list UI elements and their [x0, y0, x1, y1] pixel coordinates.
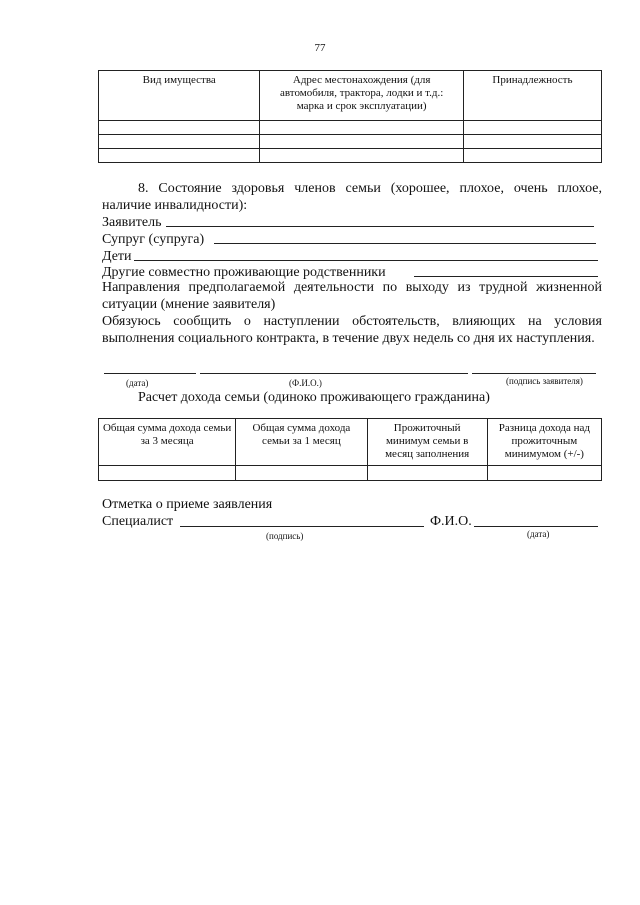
column-header: Прожиточный минимум семьи в месяц заполнения	[367, 419, 487, 466]
applicant-signature-caption: (подпись заявителя)	[506, 376, 583, 386]
column-header: Адрес местонахождения (для автомобиля, трактора, лодки и т.д.: марка и срок эксплуатации)	[260, 71, 463, 121]
date-field[interactable]	[104, 373, 196, 374]
table-row	[99, 135, 602, 149]
table-cell[interactable]	[99, 149, 260, 163]
applicant-label: Заявитель	[102, 215, 162, 230]
table-cell[interactable]	[260, 135, 463, 149]
other-relatives-label: Другие совместно проживающие родственники	[102, 265, 386, 280]
table-row	[99, 149, 602, 163]
name-caption: (Ф.И.О.)	[289, 378, 322, 388]
table-cell[interactable]	[463, 121, 601, 135]
specialist-signature-caption: (подпись)	[266, 531, 304, 541]
receipt-title: Отметка о приеме заявления	[102, 497, 273, 512]
income-title: Расчет дохода семьи (одиноко проживающего гражданина)	[138, 390, 490, 405]
table-cell[interactable]	[99, 466, 236, 481]
receipt-date-caption: (дата)	[527, 529, 550, 539]
page-number: 77	[314, 42, 326, 54]
column-header: Принадлежность	[463, 71, 601, 121]
applicant-health-field[interactable]	[166, 226, 594, 227]
specialist-label: Специалист	[102, 514, 174, 529]
applicant-signature-field[interactable]	[472, 373, 596, 374]
property-table	[98, 70, 602, 163]
table-cell[interactable]	[463, 149, 601, 163]
receipt-date-field[interactable]	[474, 526, 598, 527]
table-cell[interactable]	[260, 121, 463, 135]
column-header: Общая сумма дохода семьи за 1 месяц	[236, 419, 367, 466]
spouse-health-field[interactable]	[214, 243, 596, 244]
column-header: Разница дохода над прожиточным минимумом (+/-)	[487, 419, 601, 466]
table-cell[interactable]	[487, 466, 601, 481]
income-table	[98, 418, 602, 481]
health-section-intro: 8. Состояние здоровья членов семьи (хорошее, плохое, очень плохое, наличие инвалидности):	[102, 181, 602, 213]
table-row	[99, 121, 602, 135]
table-cell[interactable]	[260, 149, 463, 163]
table-cell[interactable]	[99, 135, 260, 149]
directions-text: Направления предполагаемой деятельности по выходу из трудной жизненной ситуации (мнение заявителя)	[102, 280, 602, 312]
children-label: Дети	[102, 249, 132, 264]
other-relatives-health-field[interactable]	[414, 276, 598, 277]
table-header-row	[99, 71, 602, 121]
name-field[interactable]	[200, 373, 468, 374]
table-cell[interactable]	[367, 466, 487, 481]
specialist-signature-field[interactable]	[180, 526, 424, 527]
spouse-label: Супруг (супруга)	[102, 232, 205, 247]
table-cell[interactable]	[463, 135, 601, 149]
children-health-field[interactable]	[134, 260, 598, 261]
column-header: Вид имущества	[99, 71, 260, 121]
fio-label: Ф.И.О.	[430, 514, 472, 529]
table-header-row	[99, 419, 602, 466]
table-cell[interactable]	[99, 121, 260, 135]
column-header: Общая сумма дохода семьи за 3 месяца	[99, 419, 236, 466]
table-row	[99, 466, 602, 481]
date-caption: (дата)	[126, 378, 149, 388]
table-cell[interactable]	[236, 466, 367, 481]
obligation-text: Обязуюсь сообщить о наступлении обстоятельств, влияющих на условия выполнения социального контракта, в течение двух недель со дня их наступления.	[102, 314, 602, 346]
